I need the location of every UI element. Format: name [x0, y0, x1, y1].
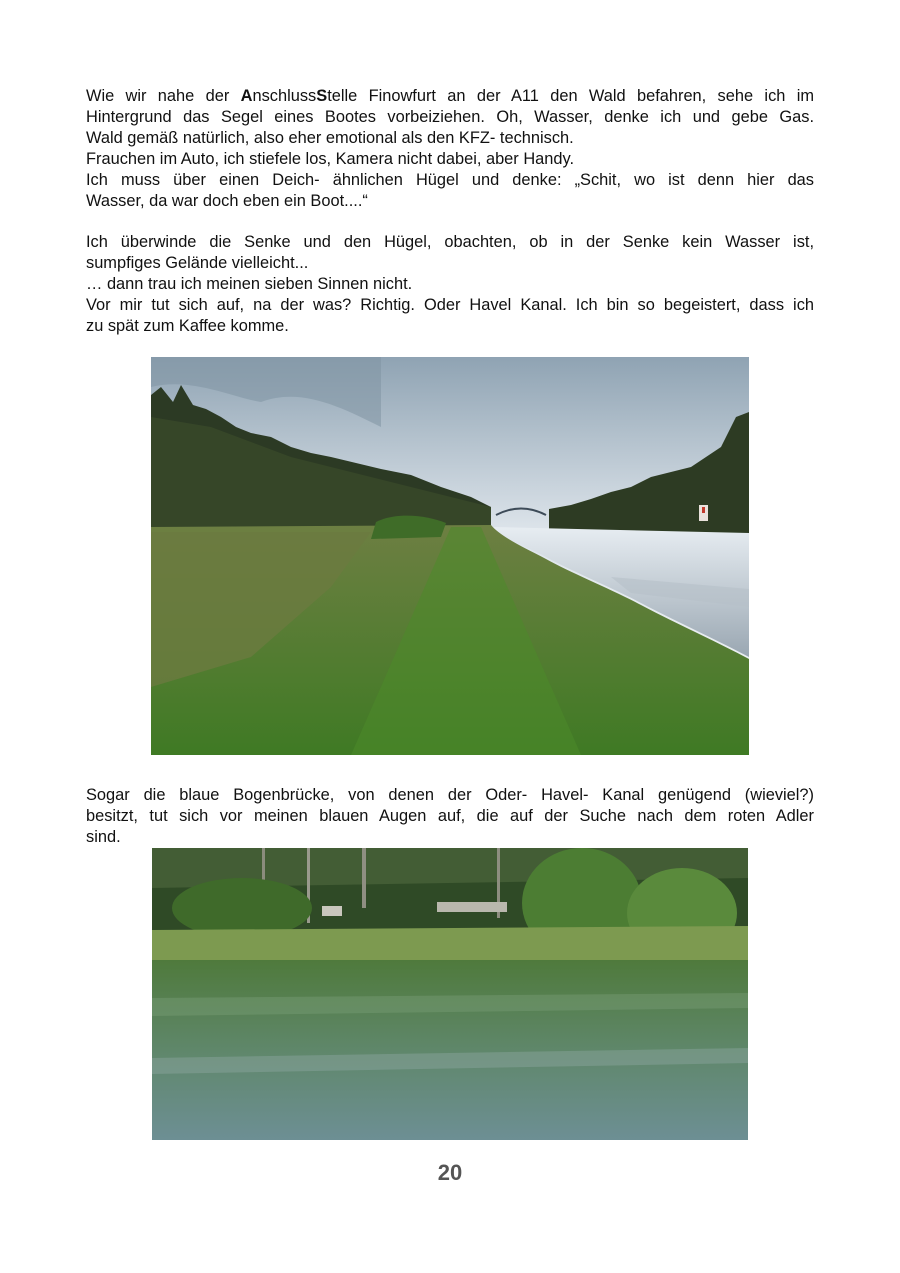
paragraph-1-line-6: Wasser, da war doch eben ein Boot....“: [86, 192, 368, 210]
paragraph-1-line-4: Frauchen im Auto, ich stiefele los, Kamera nicht dabei, aber Handy.: [86, 150, 575, 168]
paragraph-3: [86, 785, 814, 848]
paragraph-1-line-2: Hintergrund das Segel eines Bootes vorbeiziehen. Oh, Wasser, denke ich und gebe Gas.: [86, 108, 814, 126]
canal-water-photo: [152, 848, 748, 1140]
canal-water-illustration: [152, 848, 748, 1140]
paragraph-1-line-3: Wald gemäß natürlich, also eher emotional als den KFZ- technisch.: [86, 129, 574, 147]
paragraph-2-line-4: Vor mir tut sich auf, na der was? Richtig. Oder Havel Kanal. Ich bin so begeistert, dass ich: [86, 296, 814, 314]
canal-dyke-photo: [151, 357, 749, 755]
paragraph-2: [86, 232, 814, 337]
page-number: 20: [437, 1160, 463, 1185]
paragraph-2-line-3: … dann trau ich meinen sieben Sinnen nicht.: [86, 275, 413, 293]
paragraph-2-line-5: zu spät zum Kaffee komme.: [86, 317, 289, 335]
paragraph-2-line-2: sumpfiges Gelände vielleicht...: [86, 254, 309, 272]
paragraph-3-line-3: sind.: [86, 828, 121, 846]
paragraph-3-line-2: besitzt, tut sich vor meinen blauen Augen auf, die auf der Suche nach dem roten Adler: [86, 807, 814, 825]
paragraph-3-line-1: Sogar die blaue Bogenbrücke, von denen der Oder- Havel- Kanal genügend (wieviel?): [86, 786, 814, 804]
canal-dyke-illustration: [151, 357, 749, 755]
paragraph-2-line-1: Ich überwinde die Senke und den Hügel, obachten, ob in der Senke kein Wasser ist,: [86, 233, 814, 251]
paragraph-1-line-1: Wie wir nahe der AnschlussStelle Finowfurt an der A11 den Wald befahren, sehe ich im: [86, 87, 814, 105]
paragraph-1-line-5: Ich muss über einen Deich- ähnlichen Hügel und denke: „Schit, wo ist denn hier das: [86, 171, 814, 189]
paragraph-1: [86, 86, 814, 212]
